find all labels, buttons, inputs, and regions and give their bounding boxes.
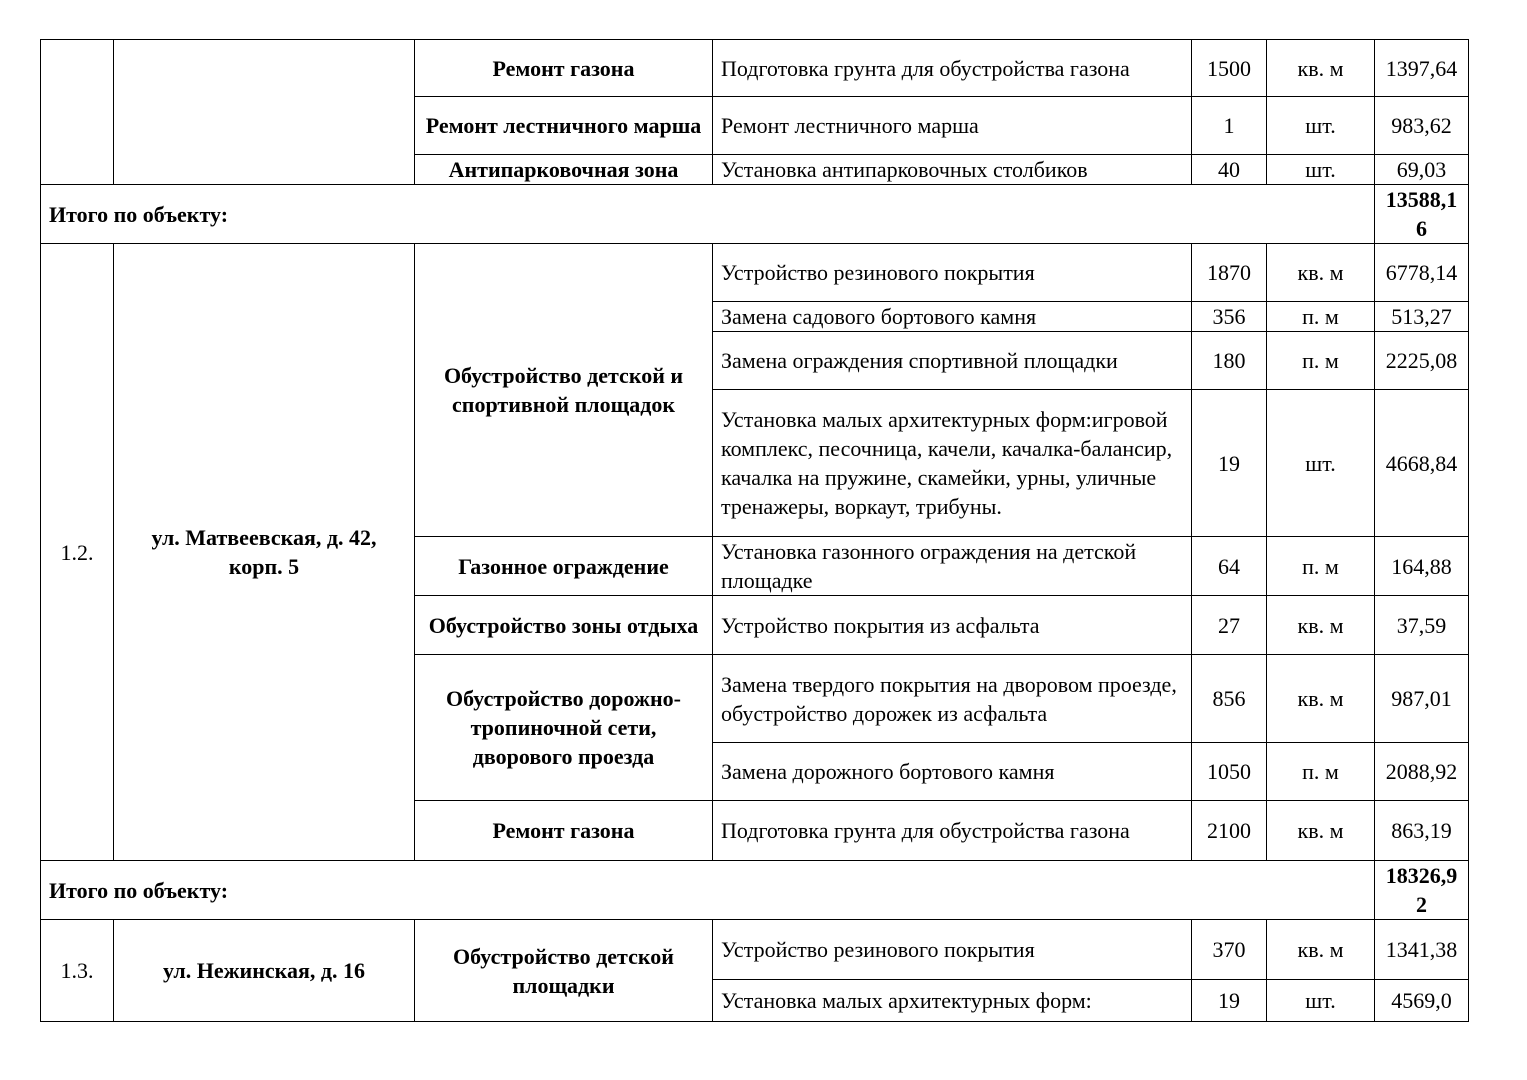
sum-cell: 1397,64 bbox=[1375, 40, 1469, 97]
works-table bbox=[40, 39, 1469, 1022]
unit-cell: п. м bbox=[1267, 537, 1375, 596]
sum-cell: 513,27 bbox=[1375, 302, 1469, 332]
object-address-cell: ул. Матвеевская, д. 42, корп. 5 bbox=[114, 244, 415, 861]
object-number-cell bbox=[41, 40, 114, 185]
sum-cell: 1341,38 bbox=[1375, 920, 1469, 980]
sum-cell: 987,01 bbox=[1375, 655, 1469, 743]
quantity-cell: 40 bbox=[1192, 155, 1267, 185]
work-description-cell: Установка антипарковочных столбиков bbox=[713, 155, 1192, 185]
work-description-cell: Подготовка грунта для обустройства газона bbox=[713, 40, 1192, 97]
unit-cell: шт. bbox=[1267, 97, 1375, 155]
unit-cell: кв. м bbox=[1267, 40, 1375, 97]
object-address-cell bbox=[114, 40, 415, 185]
work-type-cell: Ремонт газона bbox=[415, 801, 713, 861]
work-type-cell: Газонное ограждение bbox=[415, 537, 713, 596]
quantity-cell: 1870 bbox=[1192, 244, 1267, 302]
description-line: Замена твердого покрытия на дворовом проезде, bbox=[721, 671, 1177, 697]
sum-cell: 4668,84 bbox=[1375, 390, 1469, 537]
table-row bbox=[41, 244, 1469, 302]
work-description-cell: Замена садового бортового камня bbox=[713, 302, 1192, 332]
quantity-cell: 1 bbox=[1192, 97, 1267, 155]
unit-cell: шт. bbox=[1267, 980, 1375, 1022]
unit-cell: п. м bbox=[1267, 332, 1375, 390]
work-description-cell: Устройство покрытия из асфальта bbox=[713, 596, 1192, 655]
quantity-cell: 370 bbox=[1192, 920, 1267, 980]
sum-cell: 4569,0 bbox=[1375, 980, 1469, 1022]
total-label: Итого по объекту: bbox=[41, 185, 1375, 244]
unit-cell: шт. bbox=[1267, 155, 1375, 185]
unit-cell: шт. bbox=[1267, 390, 1375, 537]
unit-cell: кв. м bbox=[1267, 801, 1375, 861]
work-type-cell: Обустройство детской площадки bbox=[415, 920, 713, 1022]
sum-cell: 863,19 bbox=[1375, 801, 1469, 861]
quantity-cell: 1500 bbox=[1192, 40, 1267, 97]
work-description-cell: Устройство резинового покрытия bbox=[713, 244, 1192, 302]
unit-cell: кв. м bbox=[1267, 655, 1375, 743]
quantity-cell: 64 bbox=[1192, 537, 1267, 596]
work-type-cell: Обустройство детской и спортивной площадок bbox=[415, 244, 713, 537]
total-row bbox=[41, 861, 1469, 920]
table-row bbox=[41, 920, 1469, 980]
object-address-cell: ул. Нежинская, д. 16 bbox=[114, 920, 415, 1022]
total-label: Итого по объекту: bbox=[41, 861, 1375, 920]
quantity-cell: 19 bbox=[1192, 390, 1267, 537]
work-type-cell: Ремонт газона bbox=[415, 40, 713, 97]
sum-cell: 6778,14 bbox=[1375, 244, 1469, 302]
work-description-cell: Ремонт лестничного марша bbox=[713, 97, 1192, 155]
work-description-cell bbox=[713, 655, 1192, 743]
work-type-cell: Обустройство зоны отдыха bbox=[415, 596, 713, 655]
quantity-cell: 19 bbox=[1192, 980, 1267, 1022]
work-type-cell: Антипарковочная зона bbox=[415, 155, 713, 185]
quantity-cell: 1050 bbox=[1192, 743, 1267, 801]
sum-cell: 69,03 bbox=[1375, 155, 1469, 185]
work-description-cell: Устройство резинового покрытия bbox=[713, 920, 1192, 980]
table-row bbox=[41, 40, 1469, 97]
unit-cell: кв. м bbox=[1267, 596, 1375, 655]
work-description-cell: Установка малых архитектурных форм: bbox=[713, 980, 1192, 1022]
unit-cell: п. м bbox=[1267, 302, 1375, 332]
work-type-cell: Обустройство дорожно-тропиночной сети, дворового проезда bbox=[415, 655, 713, 801]
sum-cell: 37,59 bbox=[1375, 596, 1469, 655]
work-description-cell: Установка малых архитектурных форм:игровой комплекс, песочница, качели, качалка-балансир, качалка на пружине, скамейки, урны, уличные тренажеры, воркаут, трибуны. bbox=[713, 390, 1192, 537]
quantity-cell: 356 bbox=[1192, 302, 1267, 332]
object-number-cell: 1.3. bbox=[41, 920, 114, 1022]
unit-cell: кв. м bbox=[1267, 244, 1375, 302]
quantity-cell: 180 bbox=[1192, 332, 1267, 390]
work-description-cell: Замена дорожного бортового камня bbox=[713, 743, 1192, 801]
sum-cell: 2088,92 bbox=[1375, 743, 1469, 801]
work-description-cell: Замена ограждения спортивной площадки bbox=[713, 332, 1192, 390]
sum-cell: 983,62 bbox=[1375, 97, 1469, 155]
work-description-cell: Установка газонного ограждения на детской площадке bbox=[713, 537, 1192, 596]
work-description-cell: Подготовка грунта для обустройства газона bbox=[713, 801, 1192, 861]
sum-cell: 2225,08 bbox=[1375, 332, 1469, 390]
quantity-cell: 2100 bbox=[1192, 801, 1267, 861]
unit-cell: п. м bbox=[1267, 743, 1375, 801]
object-number-cell: 1.2. bbox=[41, 244, 114, 861]
total-sum: 13588,16 bbox=[1375, 185, 1469, 244]
total-row bbox=[41, 185, 1469, 244]
unit-cell: кв. м bbox=[1267, 920, 1375, 980]
sum-cell: 164,88 bbox=[1375, 537, 1469, 596]
description-line: обустройство дорожек из асфальта bbox=[721, 700, 1048, 726]
work-type-cell: Ремонт лестничного марша bbox=[415, 97, 713, 155]
quantity-cell: 27 bbox=[1192, 596, 1267, 655]
quantity-cell: 856 bbox=[1192, 655, 1267, 743]
total-sum: 18326,92 bbox=[1375, 861, 1469, 920]
